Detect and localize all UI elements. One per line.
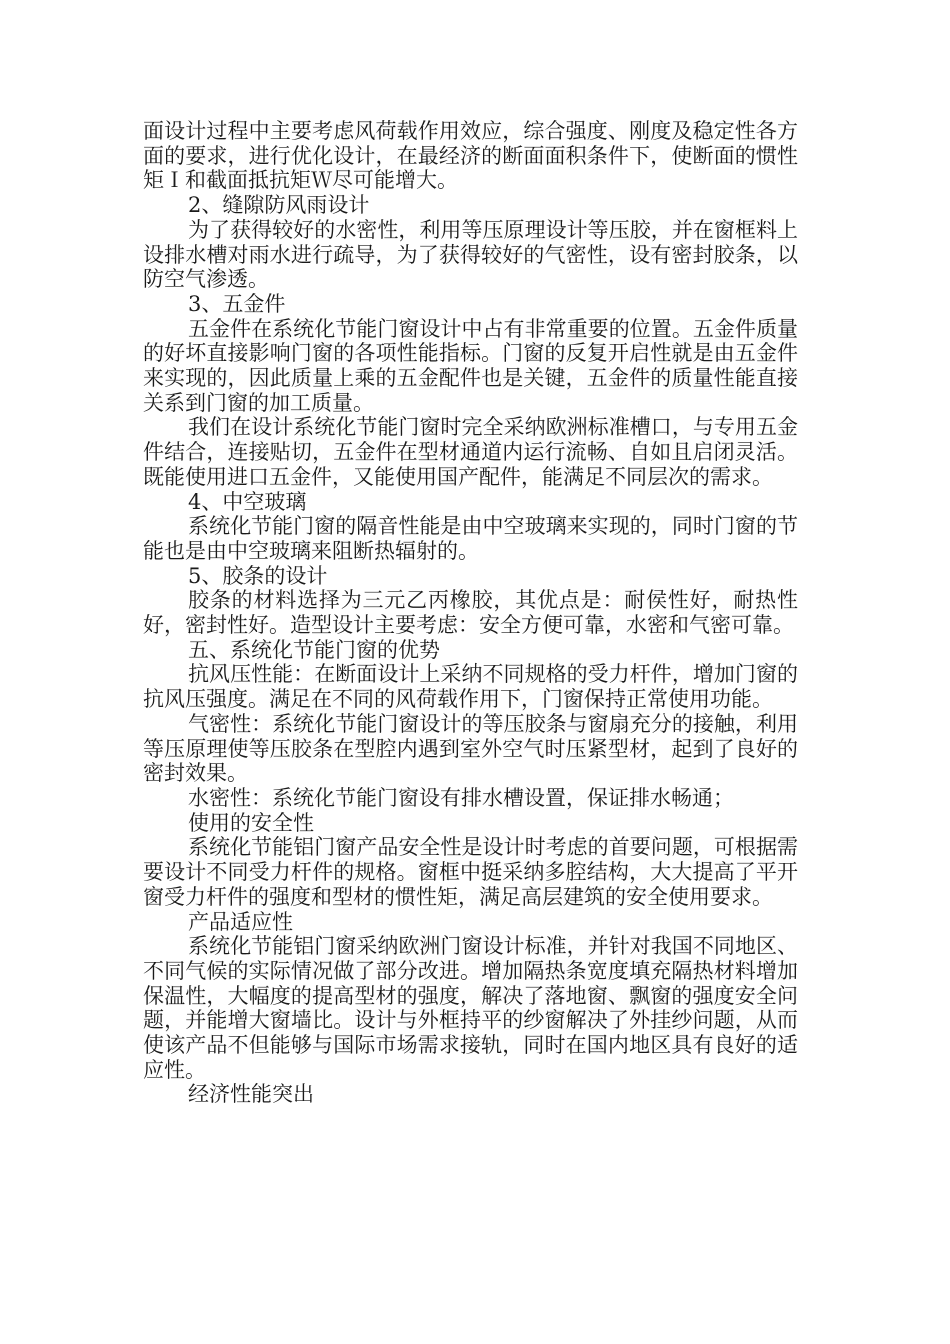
paragraph-hardware-european-standard: 我们在设计系统化节能门窗时完全采纳欧洲标准槽口，与专用五金件结合，连接贴切，五金件在型材通道内运行流畅、自如且启闭灵活。既能使用进口五金件，又能使用国产配件，能满足不同层次的需求。 [143, 415, 798, 489]
paragraph-wind-pressure: 抗风压性能：在断面设计上采纳不同规格的受力杆件，增加门窗的抗风压强度。满足在不同的风荷载作用下，门窗保持正常使用功能。 [143, 662, 798, 712]
heading-seal-strip-design: 5、胶条的设计 [188, 563, 328, 588]
paragraph-hardware-importance: 五金件在系统化节能门窗设计中占有非常重要的位置。五金件质量的好坏直接影响门窗的各项性能指标。门窗的反复开启性就是由五金件来实现的，因此质量上乘的五金配件也是关键，五金件的质量性能直接关系到门窗的加工质量。 [143, 316, 798, 415]
heading-insulating-glass: 4、中空玻璃 [188, 489, 307, 514]
paragraph-seal-strip: 胶条的材料选择为三元乙丙橡胶，其优点是：耐侯性好，耐热性好，密封性好。造型设计主要考虑：安全方便可靠，水密和气密可靠。 [143, 588, 798, 638]
paragraph-adaptability: 系统化节能铝门窗采纳欧洲门窗设计标准，并针对我国不同地区、不同气候的实际情况做了部分改进。增加隔热条宽度填充隔热材料增加保温性，大幅度的提高型材的强度，解决了落地窗、飘窗的强度安全问题，并能增大窗墙比。设计与外框持平的纱窗解决了外挂纱问题，从而使该产品不但能够与国际市场需求接轨，同时在国内地区具有良好的适应性。 [143, 934, 798, 1082]
heading-product-adaptability: 产品适应性 [188, 909, 293, 934]
heading-gap-wind-rain-design: 2、缝隙防风雨设计 [188, 193, 370, 218]
paragraph-watertightness: 为了获得较好的水密性，利用等压原理设计等压胶，并在窗框料上设排水槽对雨水进行疏导，为了获得较好的气密性，设有密封胶条，以防空气渗透。 [143, 217, 798, 292]
paragraph-continued-section-design: 面设计过程中主要考虑风荷载作用效应，综合强度、刚度及稳定性各方面的要求，进行优化设计，在最经济的断面面积条件下，使断面的惯性矩Ｉ和截面抵抗矩Ｗ尽可能增大。 [143, 119, 798, 193]
heading-economic-performance: 经济性能突出 [188, 1082, 314, 1107]
heading-safety-in-use: 使用的安全性 [188, 810, 314, 835]
paragraph-watertight-drainage: 水密性：系统化节能门窗设有排水槽设置，保证排水畅通； [188, 785, 734, 810]
paragraph-safety: 系统化节能铝门窗产品安全性是设计时考虑的首要问题，可根据需要设计不同受力杆件的规格。窗框中挺采纳多腔结构，大大提高了平开窗受力杆件的强度和型材的惯性矩，满足高层建筑的安全使用要求。 [143, 835, 798, 909]
paragraph-insulating-glass: 系统化节能门窗的隔音性能是由中空玻璃来实现的，同时门窗的节能也是由中空玻璃来阻断热辐射的。 [143, 514, 798, 563]
paragraph-airtightness: 气密性：系统化节能门窗设计的等压胶条与窗扇充分的接触，利用等压原理使等压胶条在型腔内遇到室外空气时压紧型材，起到了良好的密封效果。 [143, 711, 798, 786]
heading-hardware: 3、五金件 [188, 291, 286, 316]
document-body [143, 119, 798, 1107]
heading-advantages: 五、系统化节能门窗的优势 [188, 637, 440, 662]
